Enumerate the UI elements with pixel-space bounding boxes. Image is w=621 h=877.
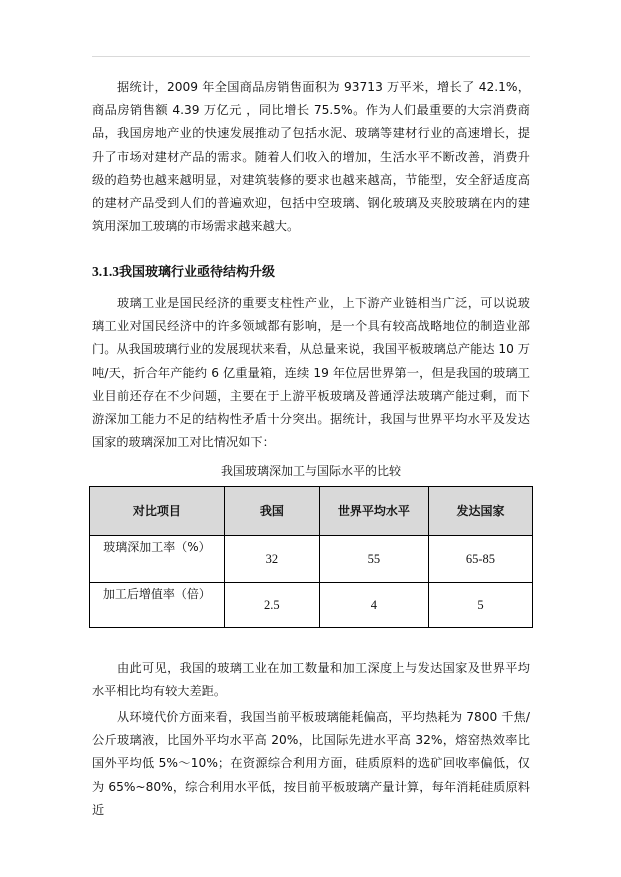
table-caption: 我国玻璃深加工与国际水平的比较 xyxy=(220,464,401,478)
header-china: 我国 xyxy=(224,487,319,536)
paragraph-housing-sales: 据统计，2009 年全国商品房销售面积为 93713 万平米，增长了 42.1%，商品房销售额 4.39 万亿元 ，同比增长 75.5%。作为人们最重要的大宗消费商品，我国房地产业的快速发展推动了包括水泥、玻璃等建材行业的高速增长，提升了市场对建材产品的需求。随着人们收入的增加，生活水平不断改善，消费升级的趋势也越来越明显，对建筑装修的要求也越来越高，节能型，安全舒适度高的建材产品受到人们的普遍欢迎，包括中空玻璃、钢化玻璃及夹胶玻璃在内的建筑用深加工玻璃的市场需求越来越大。 xyxy=(92,80,530,234)
cell-china: 2.5 xyxy=(224,583,319,628)
paragraph-conclusion: 由此可见，我国的玻璃工业在加工数量和加工深度上与发达国家及世界平均水平相比均有较大差距。 xyxy=(92,661,530,699)
cell-developed-countries: 65-85 xyxy=(428,536,532,583)
row-label: 加工后增值率（倍） xyxy=(90,583,225,628)
header-world-average: 世界平均水平 xyxy=(319,487,428,536)
paragraph-environment-cost: 从环境代价方面来看，我国当前平板玻璃能耗偏高，平均热耗为 7800 千焦/公斤玻璃液，比国外平均水平高 20%，比国际先进水平高 32%，熔窑热效率比国外平均低 5%～10%；在资源综合利用方面，硅质原料的选矿回收率偏低，仅为 65%~80%，综合利用水平低，按目前平板玻璃产量计算，每年消耗硅质原料近 xyxy=(92,710,530,817)
comparison-table xyxy=(89,486,533,628)
header-developed-countries: 发达国家 xyxy=(428,487,532,536)
table-row xyxy=(90,583,533,628)
paragraph-glass-industry: 玻璃工业是国民经济的重要支柱性产业，上下游产业链相当广泛，可以说玻璃工业对国民经济中的许多领域都有影响，是一个具有较高战略地位的制造业部门。从我国玻璃行业的发展现状来看，从总量来说，我国平板玻璃总产能达 10 万吨/天，折合年产能约 6 亿重量箱，连续 19 年位居世界第一，但是我国的玻璃工业目前还存在不少问题，主要在于上游平板玻璃及普通浮法玻璃产能过剩，而下游深加工能力不足的结构性矛盾十分突出。据统计，我国与世界平均水平及发达国家的玻璃深加工对比情况如下： xyxy=(92,296,530,450)
page-header-rule xyxy=(92,56,530,57)
cell-china: 32 xyxy=(224,536,319,583)
header-item: 对比项目 xyxy=(90,487,225,536)
section-number: 3.1.3 xyxy=(92,264,119,279)
cell-world-average: 55 xyxy=(319,536,428,583)
table-header-row xyxy=(90,487,533,536)
cell-world-average: 4 xyxy=(319,583,428,628)
section-heading xyxy=(92,261,275,280)
row-label: 玻璃深加工率（%） xyxy=(90,536,225,583)
section-title: 我国玻璃行业亟待结构升级 xyxy=(119,265,276,280)
table-row xyxy=(90,536,533,583)
cell-developed-countries: 5 xyxy=(428,583,532,628)
